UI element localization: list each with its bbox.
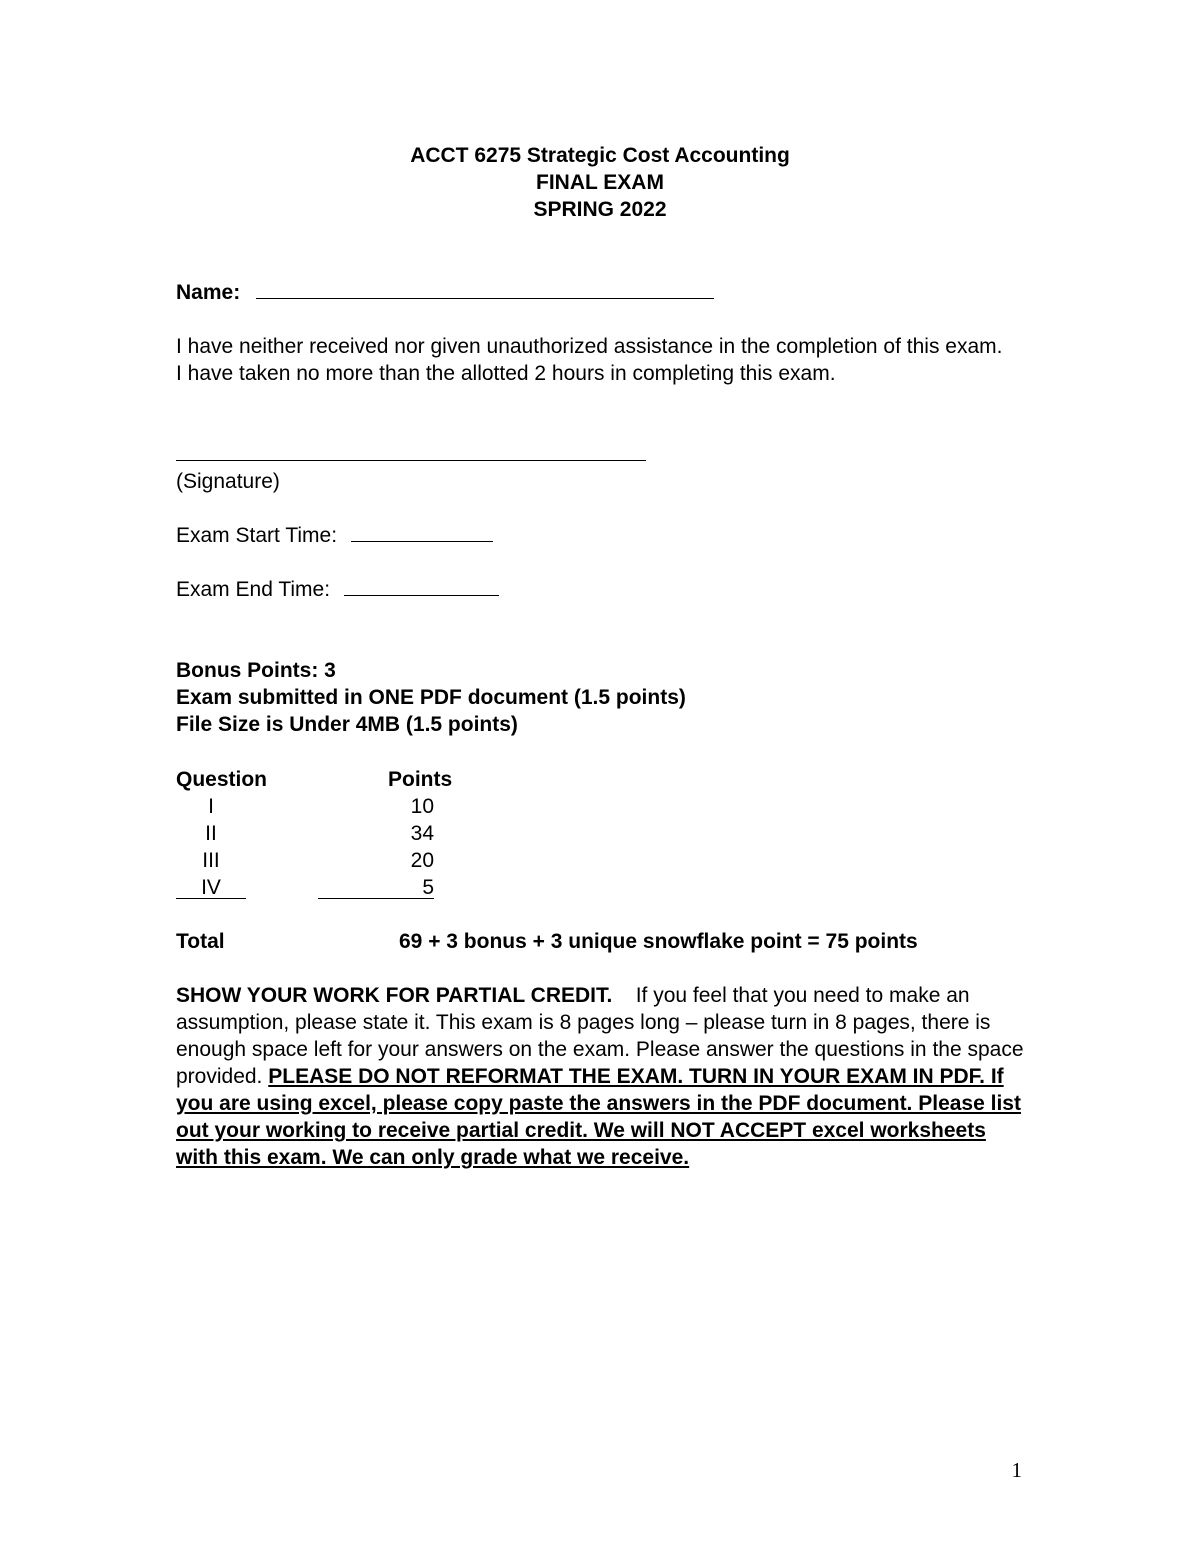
instructions-body: If you feel that you need to make an assumption, please state it. This exam is 8 pages long – please turn in 8 pages, there is enough space left for your answers on the exam. Please answer the questions in the space provided.	[176, 984, 1024, 1088]
question-number: I	[208, 795, 214, 818]
bonus-section	[176, 657, 1026, 738]
question-points: 5	[318, 874, 434, 899]
bonus-file-size: File Size is Under 4MB (1.5 points)	[176, 713, 518, 736]
question-points: 20	[410, 849, 434, 872]
table-row	[176, 847, 996, 874]
start-time-field	[176, 522, 1026, 549]
end-time-blank[interactable]	[344, 577, 499, 596]
name-label: Name:	[176, 281, 241, 304]
start-time-label: Exam Start Time:	[176, 524, 338, 547]
question-points: 10	[410, 795, 434, 818]
signature-label: (Signature)	[176, 470, 280, 493]
signature-blank[interactable]	[176, 442, 646, 461]
instructions	[176, 982, 1024, 1171]
page-number: 1	[1011, 1458, 1022, 1482]
start-time-blank[interactable]	[351, 523, 493, 542]
signature-field	[176, 441, 1026, 468]
course-title: ACCT 6275 Strategic Cost Accounting	[410, 144, 790, 167]
bonus-points: Bonus Points: 3	[176, 659, 336, 682]
name-field	[176, 279, 1026, 306]
instructions-emphasis: PLEASE DO NOT REFORMAT THE EXAM. TURN IN YOUR EXAM IN PDF. If you are using excel, please copy paste the answers in the PDF document. Please list out your working to receive partial credit. We will NOT ACCEPT excel worksheets with this exam. We can only grade what we receive.	[176, 1065, 1021, 1169]
table-row	[176, 820, 996, 847]
total-label: Total	[176, 930, 225, 953]
points-table-header	[176, 766, 996, 793]
table-row	[176, 793, 996, 820]
question-number: III	[202, 849, 220, 872]
instructions-heading: SHOW YOUR WORK FOR PARTIAL CREDIT.	[176, 984, 613, 1007]
table-row	[176, 874, 996, 901]
total-value: 69 + 3 bonus + 3 unique snowflake point = 75 points	[399, 930, 918, 953]
name-blank[interactable]	[256, 280, 714, 299]
exam-term: SPRING 2022	[533, 198, 667, 221]
header-question: Question	[176, 768, 268, 791]
end-time-label: Exam End Time:	[176, 578, 331, 601]
question-points: 34	[410, 822, 434, 845]
end-time-field	[176, 576, 1026, 603]
question-number: IV	[176, 874, 246, 899]
header-points: Points	[388, 768, 453, 791]
total-row	[176, 928, 996, 955]
exam-title-block	[0, 142, 1200, 223]
exam-type: FINAL EXAM	[536, 171, 664, 194]
honor-statement: I have neither received nor given unauthorized assistance in the completion of this exam. I have taken no more than the allotted 2 hours in completing this exam.	[176, 335, 1003, 385]
points-table	[176, 766, 996, 955]
question-number: II	[205, 822, 217, 845]
bonus-pdf: Exam submitted in ONE PDF document (1.5 points)	[176, 686, 686, 709]
